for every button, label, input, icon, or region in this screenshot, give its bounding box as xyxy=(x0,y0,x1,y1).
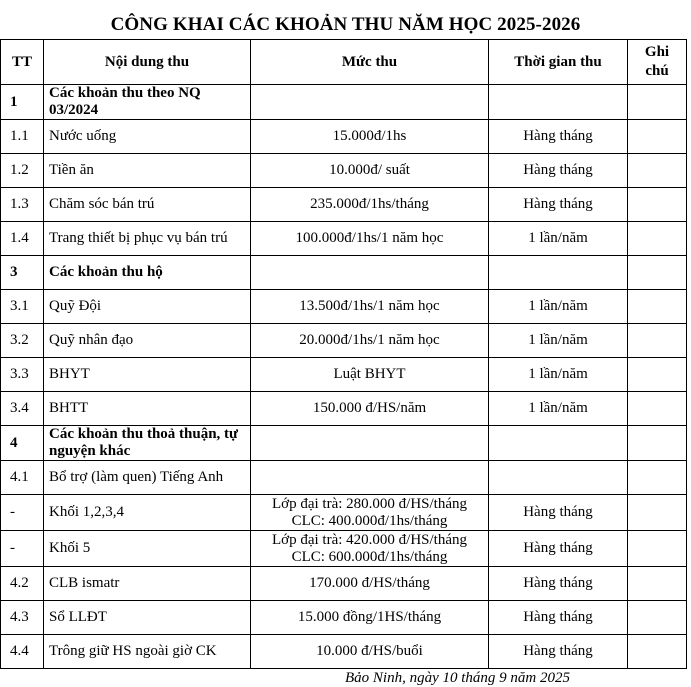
row-tt: 3.2 xyxy=(1,324,44,358)
row-fee: 150.000 đ/HS/năm xyxy=(251,392,489,426)
row-fee-line1: Lớp đại trà: 280.000 đ/HS/tháng xyxy=(272,495,467,512)
row-time: Hàng tháng xyxy=(489,120,628,154)
row-fee xyxy=(251,531,489,567)
row-fee: Luật BHYT xyxy=(251,358,489,392)
row-time: Hàng tháng xyxy=(489,531,628,567)
row-content: BHTT xyxy=(44,392,251,426)
row-fee: 235.000đ/1hs/tháng xyxy=(251,188,489,222)
row-note xyxy=(628,601,687,635)
row-fee-line1: Lớp đại trà: 420.000 đ/HS/tháng xyxy=(272,531,467,548)
row-content: Nước uống xyxy=(44,120,251,154)
row-note xyxy=(628,290,687,324)
row-fee xyxy=(251,256,489,290)
row-content: CLB ismatr xyxy=(44,567,251,601)
row-time xyxy=(489,461,628,495)
header-content: Nội dung thu xyxy=(44,40,251,85)
row-content: Trông giữ HS ngoài giờ CK xyxy=(44,635,251,669)
row-content: Khối 5 xyxy=(44,531,251,567)
footer-signature-line: Bảo Ninh, ngày 10 tháng 9 năm 2025 xyxy=(345,670,570,686)
table-row xyxy=(1,154,687,188)
header-note-line2: chú xyxy=(645,63,669,79)
row-tt: 1.1 xyxy=(1,120,44,154)
row-fee xyxy=(251,85,489,120)
row-note xyxy=(628,461,687,495)
row-note xyxy=(628,495,687,531)
row-time: 1 lần/năm xyxy=(489,222,628,256)
table-row xyxy=(1,392,687,426)
row-tt: - xyxy=(1,495,44,531)
row-fee: 170.000 đ/HS/tháng xyxy=(251,567,489,601)
row-fee xyxy=(251,426,489,461)
row-content: Quỹ Đội xyxy=(44,290,251,324)
fee-table xyxy=(0,39,687,669)
row-tt: 3.4 xyxy=(1,392,44,426)
row-content: Sổ LLĐT xyxy=(44,601,251,635)
header-note-line1: Ghi xyxy=(644,44,670,60)
row-fee-line2: CLC: 400.000đ/1hs/tháng xyxy=(291,512,448,529)
row-note xyxy=(628,392,687,426)
row-time: Hàng tháng xyxy=(489,188,628,222)
row-content: Quỹ nhân đạo xyxy=(44,324,251,358)
header-note xyxy=(628,40,687,85)
row-note xyxy=(628,567,687,601)
section-row xyxy=(1,256,687,290)
row-time: Hàng tháng xyxy=(489,635,628,669)
row-content: Chăm sóc bán trú xyxy=(44,188,251,222)
row-fee xyxy=(251,495,489,531)
section-row xyxy=(1,426,687,461)
row-tt: - xyxy=(1,531,44,567)
row-fee: 100.000đ/1hs/1 năm học xyxy=(251,222,489,256)
row-tt: 1.2 xyxy=(1,154,44,188)
row-note xyxy=(628,531,687,567)
row-note xyxy=(628,154,687,188)
row-tt: 1 xyxy=(1,85,44,120)
table-row xyxy=(1,324,687,358)
row-note xyxy=(628,635,687,669)
row-fee: 13.500đ/1hs/1 năm học xyxy=(251,290,489,324)
table-row xyxy=(1,567,687,601)
table-row xyxy=(1,601,687,635)
row-time: 1 lần/năm xyxy=(489,392,628,426)
row-time: 1 lần/năm xyxy=(489,290,628,324)
row-content: Bổ trợ (làm quen) Tiếng Anh xyxy=(44,461,251,495)
row-time: Hàng tháng xyxy=(489,154,628,188)
row-time: Hàng tháng xyxy=(489,601,628,635)
table-row xyxy=(1,461,687,495)
table-header-row xyxy=(1,40,687,85)
table-row xyxy=(1,290,687,324)
row-tt: 4.2 xyxy=(1,567,44,601)
row-content: Tiền ăn xyxy=(44,154,251,188)
row-note xyxy=(628,324,687,358)
section-row xyxy=(1,85,687,120)
header-fee: Mức thu xyxy=(251,40,489,85)
row-content: Khối 1,2,3,4 xyxy=(44,495,251,531)
row-tt: 4 xyxy=(1,426,44,461)
row-content: BHYT xyxy=(44,358,251,392)
table-row xyxy=(1,635,687,669)
row-time: Hàng tháng xyxy=(489,495,628,531)
row-time xyxy=(489,256,628,290)
row-content: Các khoản thu theo NQ 03/2024 xyxy=(44,85,251,120)
row-fee: 10.000đ/ suất xyxy=(251,154,489,188)
row-tt: 4.1 xyxy=(1,461,44,495)
row-time xyxy=(489,85,628,120)
table-row xyxy=(1,531,687,567)
row-content: Trang thiết bị phục vụ bán trú xyxy=(44,222,251,256)
row-tt: 3.3 xyxy=(1,358,44,392)
header-time: Thời gian thu xyxy=(489,40,628,85)
header-tt: TT xyxy=(1,40,44,85)
row-note xyxy=(628,426,687,461)
row-content: Các khoản thu thoả thuận, tự nguyện khác xyxy=(44,426,251,461)
row-tt: 3.1 xyxy=(1,290,44,324)
row-note xyxy=(628,358,687,392)
row-tt: 1.4 xyxy=(1,222,44,256)
row-note xyxy=(628,222,687,256)
row-fee: 15.000 đồng/1HS/tháng xyxy=(251,601,489,635)
row-tt: 4.3 xyxy=(1,601,44,635)
row-fee: 20.000đ/1hs/1 năm học xyxy=(251,324,489,358)
row-note xyxy=(628,188,687,222)
row-tt: 3 xyxy=(1,256,44,290)
row-note xyxy=(628,120,687,154)
row-time: 1 lần/năm xyxy=(489,324,628,358)
page-title: CÔNG KHAI CÁC KHOẢN THU NĂM HỌC 2025-2026 xyxy=(110,14,581,35)
row-fee xyxy=(251,461,489,495)
table-row xyxy=(1,222,687,256)
row-tt: 4.4 xyxy=(1,635,44,669)
table-row xyxy=(1,120,687,154)
row-time: 1 lần/năm xyxy=(489,358,628,392)
row-content: Các khoản thu hộ xyxy=(44,256,251,290)
row-note xyxy=(628,85,687,120)
table-row xyxy=(1,188,687,222)
table-row xyxy=(1,358,687,392)
row-note xyxy=(628,256,687,290)
row-time xyxy=(489,426,628,461)
row-tt: 1.3 xyxy=(1,188,44,222)
row-time: Hàng tháng xyxy=(489,567,628,601)
row-fee: 15.000đ/1hs xyxy=(251,120,489,154)
row-fee: 10.000 đ/HS/buổi xyxy=(251,635,489,669)
table-row xyxy=(1,495,687,531)
row-fee-line2: CLC: 600.000đ/1hs/tháng xyxy=(291,548,448,565)
